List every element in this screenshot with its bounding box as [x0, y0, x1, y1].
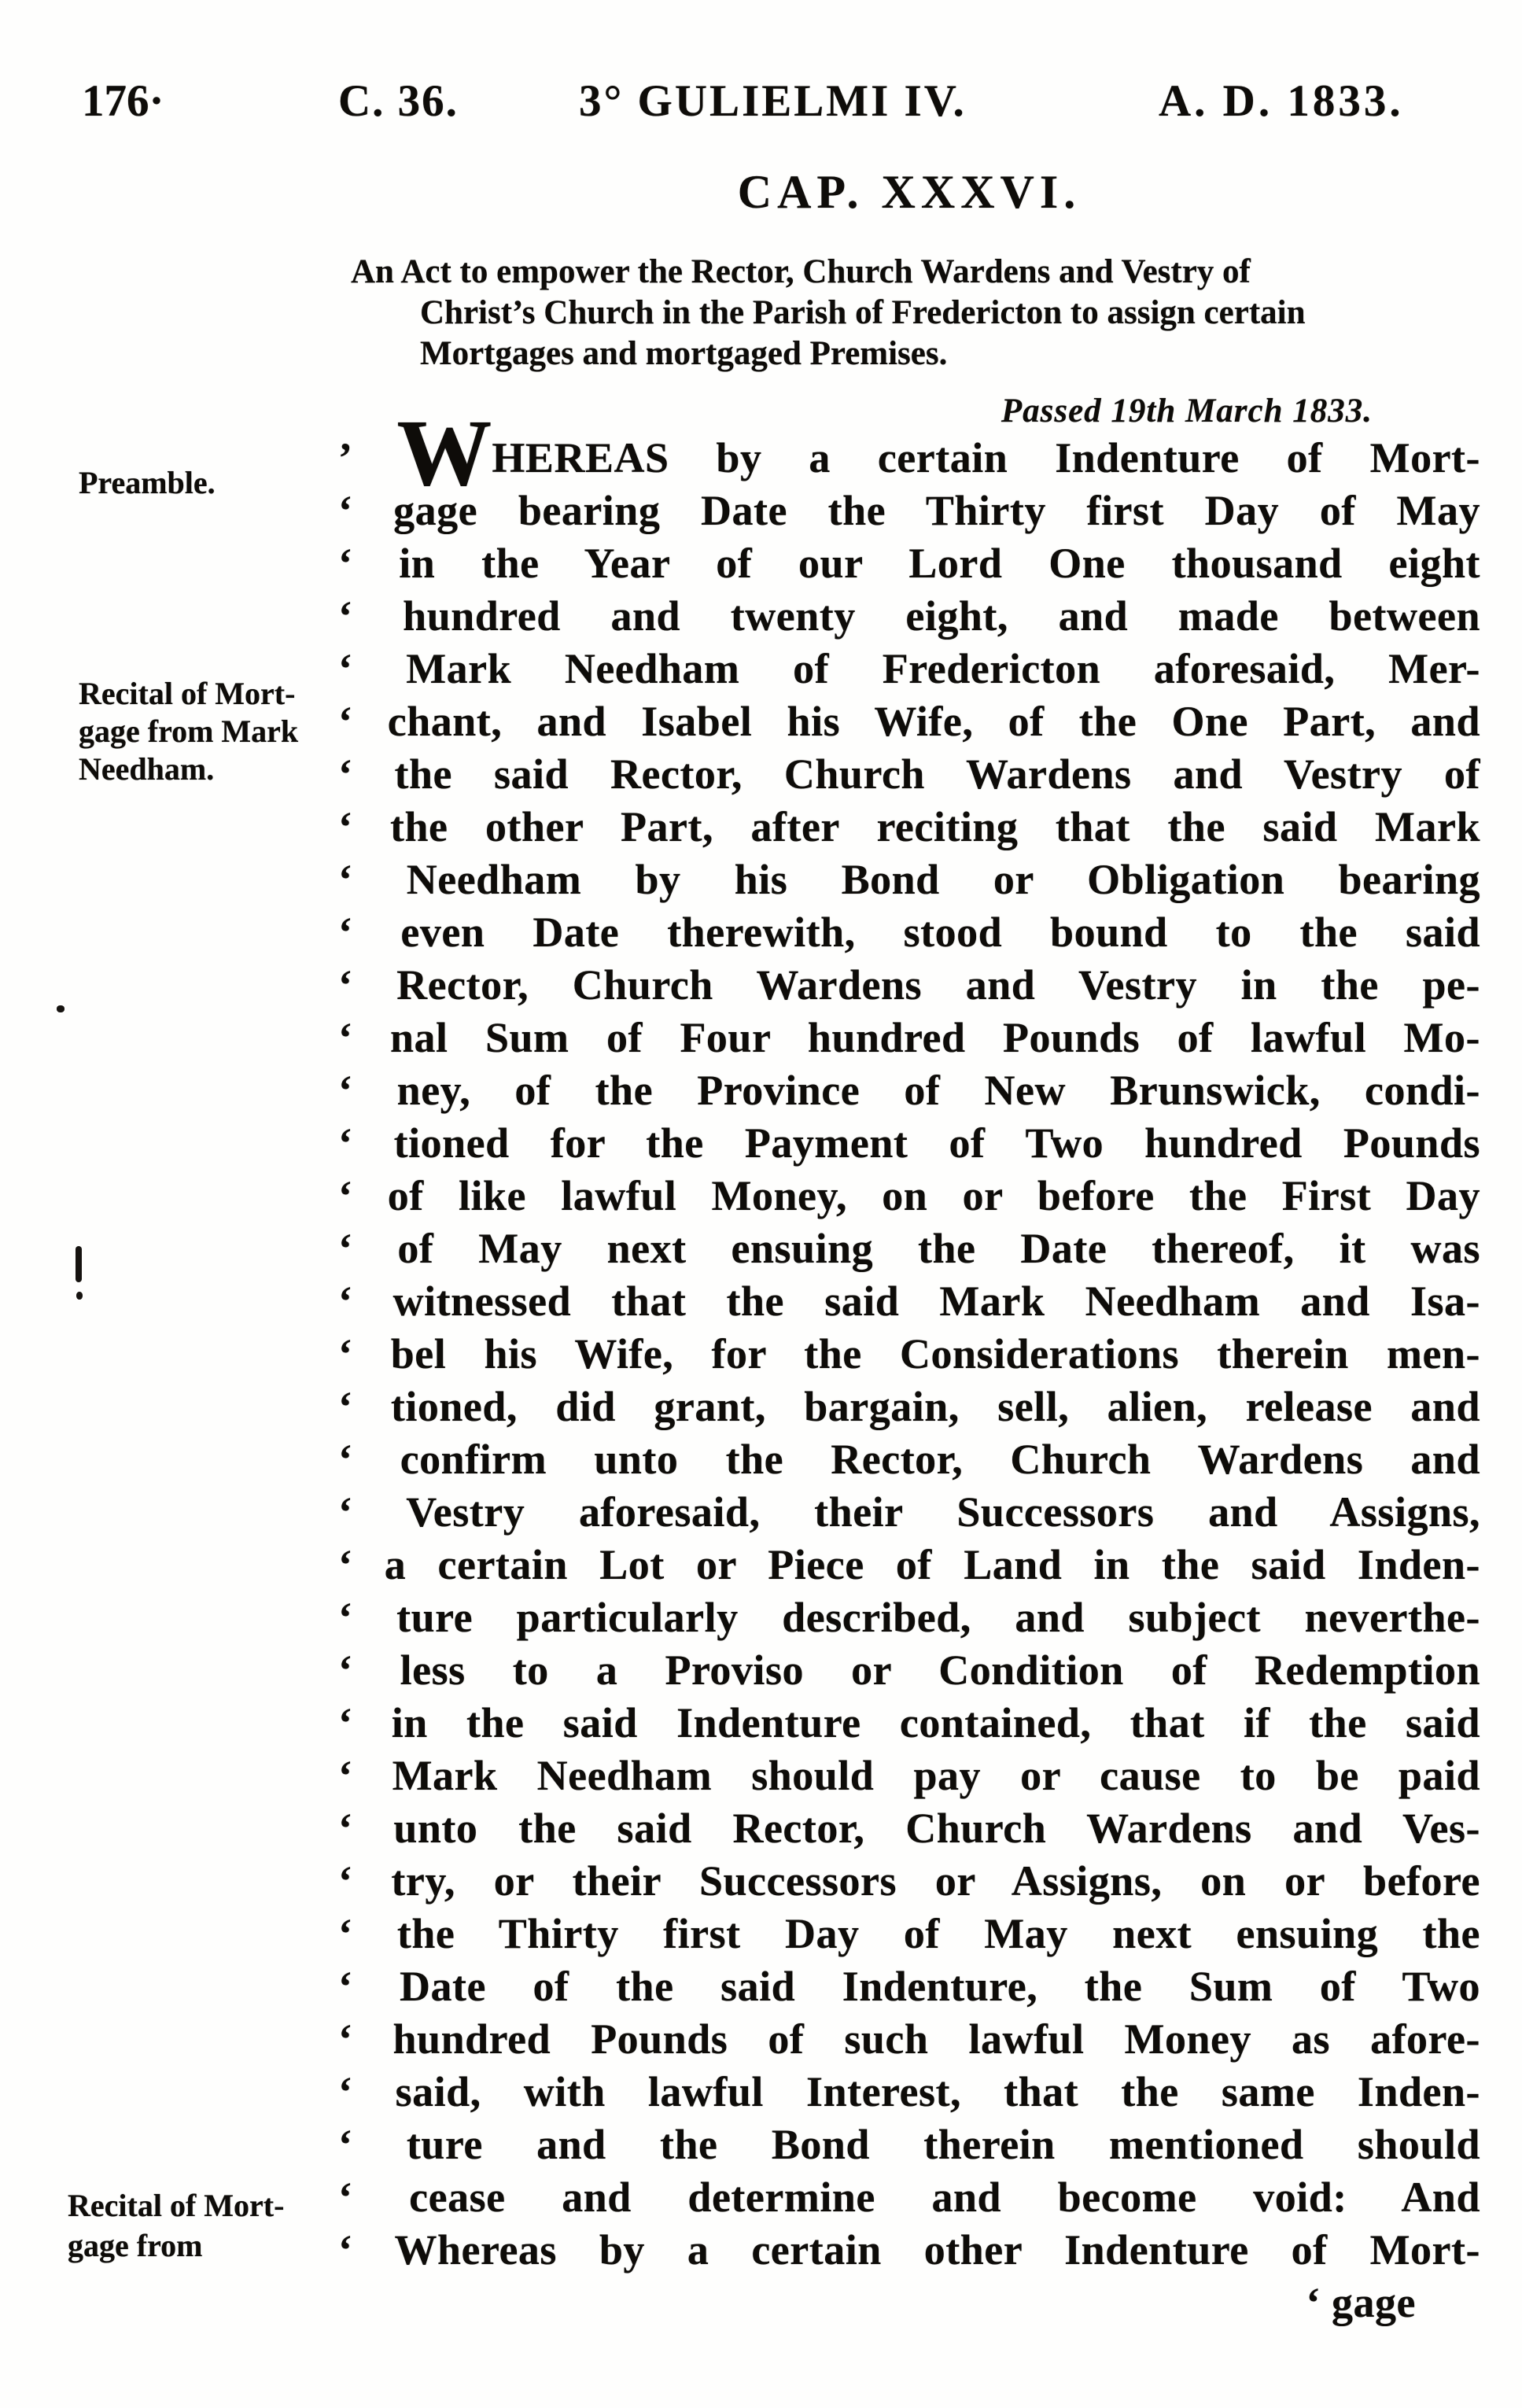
sub-line: Christ’s Church in the Parish of Fredericton to assign certain [420, 294, 1306, 331]
opening-quote: ’ [338, 434, 350, 481]
body-line: ‘ try, or their Successors or Assigns, on or before [338, 1857, 1480, 1905]
body-lines [338, 485, 1480, 2277]
body-line: ‘ the said Rector, Church Wardens and Vestry of [338, 750, 1480, 798]
body-line: ‘ gage bearing Date the Thirty first Day of May [338, 487, 1480, 534]
ink-speck [57, 1005, 64, 1012]
body-line: ‘ cease and determine and become void: And [338, 2174, 1480, 2221]
body-line: ‘ the other Part, after reciting that the said Mark [338, 803, 1480, 850]
body-line: ‘ tioned for the Payment of Two hundred Pounds [338, 1119, 1480, 1167]
ink-speck [76, 1246, 82, 1282]
mn-line: Recital of Mort- [79, 676, 296, 711]
margin-note-recital-second [68, 2185, 331, 2266]
body-line: ‘ said, with lawful Interest, that the same Inden- [338, 2068, 1480, 2115]
body-line: ‘ Rector, Church Wardens and Vestry in the pe- [338, 961, 1480, 1009]
body-line: ‘ a certain Lot or Piece of Land in the said Inden- [338, 1541, 1480, 1588]
body-line: ‘ unto the said Rector, Church Wardens and Ves- [338, 1805, 1480, 1852]
body-line: ‘ ture and the Bond therein mentioned should [338, 2121, 1480, 2168]
body-line: ‘ Mark Needham of Fredericton aforesaid, Mer- [338, 645, 1480, 692]
mn-line: Needham. [79, 751, 215, 787]
mn-line: Recital of Mort- [68, 2188, 285, 2223]
body-line: ‘ chant, and Isabel his Wife, of the One Part, and [338, 698, 1480, 745]
sub-line: Mortgages and mortgaged Premises. [420, 335, 948, 372]
body-line: ‘ tioned, did grant, bargain, sell, alien, release and [338, 1383, 1480, 1430]
body-line: ‘ of like lawful Money, on or before the First Day [338, 1172, 1480, 1219]
body-line: ‘ in the Year of our Lord One thousand eight [338, 540, 1480, 587]
page-number: 176· [82, 76, 164, 126]
body-line: ‘ Vestry aforesaid, their Successors and Assigns, [338, 1488, 1480, 1536]
passed-date: Passed 19th March 1833. [1001, 393, 1373, 430]
chapter-title: CAP. XXXVI. [737, 166, 1082, 218]
anno-domini: A. D. 1833. [1159, 76, 1404, 126]
body-line: ‘ less to a Proviso or Condition of Redemption [338, 1647, 1480, 1694]
ink-speck [76, 1292, 83, 1300]
body-line: ‘ Date of the said Indenture, the Sum of Two [338, 1963, 1480, 2010]
body-line: ‘ nal Sum of Four hundred Pounds of lawful Mo- [338, 1014, 1480, 1061]
whereas-caps: HEREAS [492, 434, 669, 481]
body-line: ‘ of May next ensuing the Date thereof, it was [338, 1225, 1480, 1272]
body-line: ‘ ture particularly described, and subject neverthe- [338, 1594, 1480, 1641]
body-line: ‘ Whereas by a certain other Indenture of Mort- [338, 2226, 1480, 2273]
body-line: ‘ even Date therewith, stood bound to the said [338, 909, 1480, 956]
body-line: ‘ bel his Wife, for the Considerations therein men- [338, 1330, 1480, 1377]
body-line: ‘ Mark Needham should pay or cause to be paid [338, 1752, 1480, 1799]
body-line: ‘ the Thirty first Day of May next ensuing the [338, 1910, 1480, 1957]
first-line-rest: by a certain Indenture of Mort- [669, 434, 1481, 481]
mn-line: gage from [68, 2228, 203, 2263]
chapter-ref: C. 36. [338, 76, 459, 126]
body-line-first: ’ WHEREAS by a certain Indenture of Mort- [338, 400, 1481, 506]
mn-line: gage from Mark [79, 714, 299, 749]
regnal-year: 3° GULIELMI IV. [579, 76, 967, 126]
catchword: ‘ gage [1306, 2279, 1416, 2326]
body-line: ‘ witnessed that the said Mark Needham and Isa- [338, 1278, 1480, 1325]
body-line: ‘ Needham by his Bond or Obligation bearing [338, 856, 1480, 903]
body-line: ‘ in the said Indenture contained, that if the said [338, 1699, 1480, 1746]
body-line: ‘ ney, of the Province of New Brunswick, condi- [338, 1067, 1480, 1114]
sub-line: An Act to empower the Rector, Church Wardens and Vestry of [351, 253, 1251, 290]
mn-line: Preamble. [79, 465, 216, 500]
margin-note-preamble [79, 464, 342, 502]
body-line: ‘ hundred and twenty eight, and made between [338, 592, 1480, 640]
act-long-title [351, 252, 1365, 374]
body-line: ‘ hundred Pounds of such lawful Money as afore- [338, 2015, 1480, 2063]
margin-note-recital-needham [79, 675, 342, 788]
body-line: ‘ confirm unto the Rector, Church Wardens and [338, 1436, 1480, 1483]
